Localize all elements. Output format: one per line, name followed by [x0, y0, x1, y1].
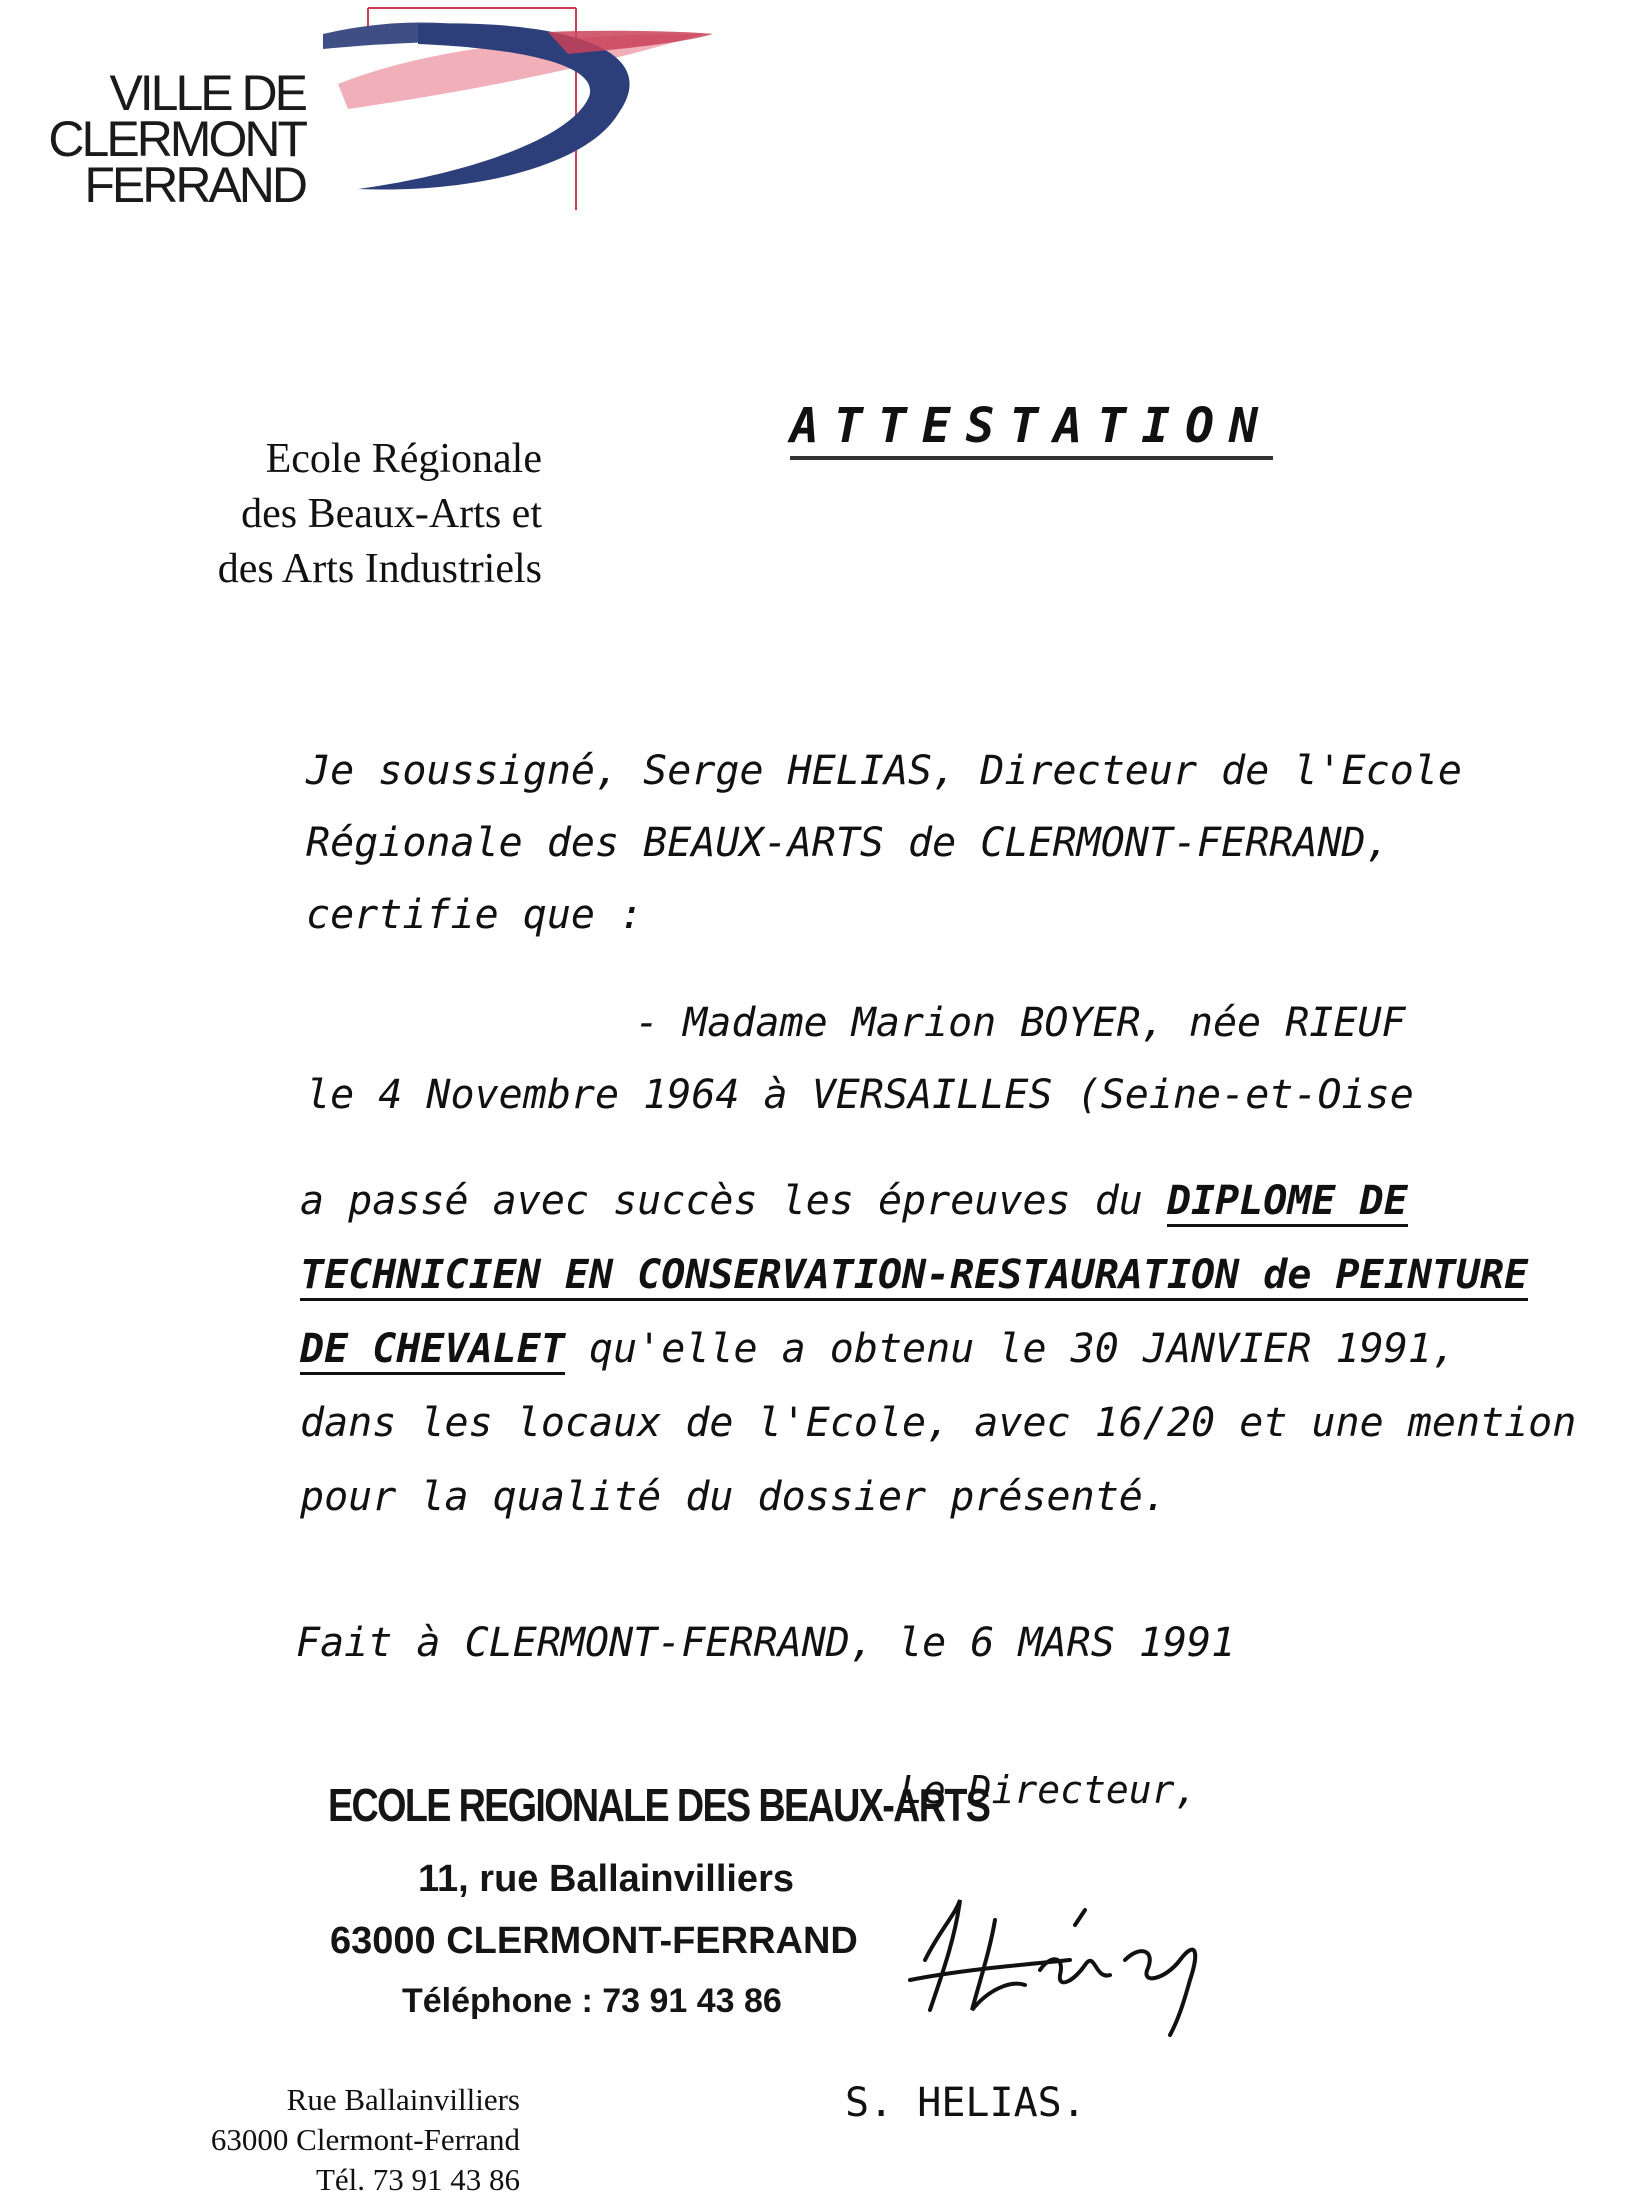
diploma-name: DE CHEVALET — [300, 1326, 565, 1375]
diploma-name: DIPLOME DE — [1167, 1178, 1408, 1227]
logo-line: CLERMONT — [48, 111, 305, 167]
signature-icon — [900, 1880, 1230, 2040]
footer-line: Rue Ballainvilliers — [286, 2082, 520, 2117]
place-date: Fait à CLERMONT-FERRAND, le 6 MARS 1991 — [296, 1620, 1236, 1666]
stamp-line: ECOLE REGIONALE DES BEAUX-ARTS — [328, 1779, 990, 1831]
logo-line: VILLE DE — [109, 65, 305, 121]
body-line: Je soussigné, Serge HELIAS, Directeur de l'Ecole — [306, 748, 1462, 794]
school-line: Ecole Régionale — [265, 436, 542, 482]
body-text: a passé avec succès les épreuves du — [300, 1178, 1167, 1224]
body-line: pour la qualité du dossier présenté. — [300, 1474, 1167, 1520]
recipient-birth: le 4 Novembre 1964 à VERSAILLES (Seine-et-Oise — [306, 1072, 1414, 1118]
document-title: ATTESTATION — [790, 398, 1273, 460]
body-line — [300, 1178, 1408, 1224]
footer-line: 63000 Clermont-Ferrand — [210, 2122, 520, 2157]
stamp-line: 63000 CLERMONT-FERRAND — [330, 1920, 858, 1962]
stamp-line: 11, rue Ballainvilliers — [418, 1858, 794, 1900]
footer-line: Tél. 73 91 43 86 — [315, 2162, 520, 2197]
school-line: des Arts Industriels — [217, 546, 542, 592]
body-line — [300, 1326, 1456, 1372]
body-text: qu'elle a obtenu le 30 JANVIER 1991, — [564, 1326, 1456, 1372]
signer-name: S. HELIAS. — [845, 2080, 1086, 2126]
school-line: des Beaux-Arts et — [241, 491, 542, 537]
school-name — [40, 432, 542, 597]
footer-address — [100, 2080, 520, 2200]
diploma-name: TECHNICIEN EN CONSERVATION-RESTAURATION de PEINTURE — [300, 1252, 1528, 1301]
body-line: Régionale des BEAUX-ARTS de CLERMONT-FERRAND, — [306, 820, 1390, 866]
body-line: certifie que : — [306, 892, 644, 938]
city-logo-swoosh-icon — [318, 4, 718, 214]
stamp-line: Téléphone : 73 91 43 86 — [402, 1982, 782, 2020]
signer-title: Le Directeur, — [900, 1768, 1198, 1812]
logo-line: FERRAND — [84, 157, 305, 213]
body-line — [300, 1252, 1528, 1298]
city-logo-text — [0, 65, 305, 213]
body-line: dans les locaux de l'Ecole, avec 16/20 et une mention — [300, 1400, 1577, 1446]
recipient-name: - Madame Marion BOYER, née RIEUF — [635, 1000, 1406, 1046]
